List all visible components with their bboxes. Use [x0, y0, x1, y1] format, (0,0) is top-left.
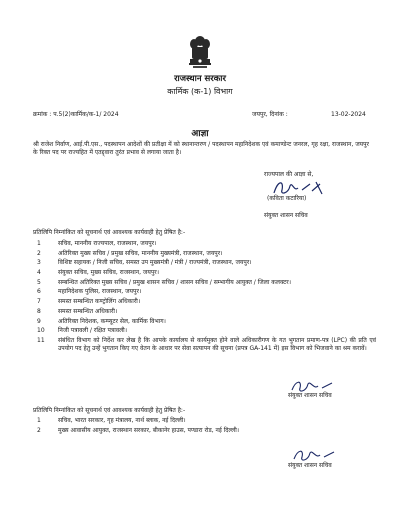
- government-name: राजस्थान सरकार: [174, 74, 226, 84]
- order-title: आज्ञा: [191, 129, 209, 139]
- copy-to-list: [33, 417, 373, 436]
- list-item: [33, 308, 373, 318]
- list-item: [33, 298, 373, 308]
- list-item-number: 8: [37, 307, 41, 315]
- list-item-text: संबंधित विभाग को निर्देश कर लेख है कि आपके कार्यालय से कार्यमुक्त होने वाले अधिकारीगण के गत भुगतान प्रमाण-पत्र (LPC) की प्रति एवं उपयोग पद हेतु उन्हें भुगतान किए गए वेतन के आधार पर सेवा सत्यापन की सूचना (प्रपत्र GA-141 में) इस विभाग को भिजवाने का श्रम करावें।: [58, 336, 376, 352]
- list-item-text: सचिव, माननीय राज्यपाल, राजस्थान, जयपुर।: [58, 240, 157, 247]
- list-item-text: अतिरिक्त निदेशक, कम्प्यूटर सेल, कार्मिक विभाग।: [58, 317, 166, 325]
- list-item: [33, 417, 373, 427]
- list-item-number: 4: [37, 269, 41, 277]
- signatory-name: (कविता कटारिया): [267, 195, 307, 202]
- list-item-number: 9: [37, 317, 41, 325]
- list-item: [33, 240, 373, 250]
- list-item: [33, 427, 373, 437]
- list-item-number: 11: [37, 336, 45, 344]
- list-item-number: 2: [37, 249, 41, 257]
- copy-to-list: [33, 240, 376, 355]
- list-item-text: समस्त सम्बन्धित कण्ट्रोलिंग अधिकारी।: [58, 298, 141, 306]
- list-item-text: सचिव, भारत सरकार, गृह मंत्रालय, नार्थ ब्लाक, नई दिल्ली।: [58, 417, 186, 424]
- order-date: 13-02-2024: [331, 111, 366, 118]
- reference-number: क्रमांक : प.5(2)कार्मिक/क-1/ 2024: [33, 111, 119, 118]
- copy-to-intro: प्रतिलिपि निम्नांकित को सूचनार्थ एवं आवश्यक कार्यवाही हेतु प्रेषित है:-: [33, 407, 186, 414]
- list-item: [33, 288, 373, 298]
- list-item-text: अतिरिक्त मुख्य सचिव / प्रमुख सचिव, माननीय मुख्यमंत्री, राजस्थान, जयपुर।: [58, 249, 223, 257]
- list-item-text: निजी पत्रावली / रक्षित पत्रावली।: [58, 327, 128, 335]
- department-name: कार्मिक (क-1) विभाग: [167, 87, 233, 96]
- list-item-number: 1: [37, 240, 41, 247]
- place-date-label: जयपुर, दिनांक :: [252, 111, 288, 118]
- signatory-designation: संयुक्त शासन सचिव: [288, 462, 332, 469]
- list-item-number: 10: [37, 327, 45, 335]
- list-item-number: 6: [37, 288, 41, 296]
- list-item-text: सम्बन्धित अतिरिक्त मुख्य सचिव / प्रमुख शासन सचिव / शासन सचिव / सम्भागीय आयुक्त / जिला कलक्टर।: [58, 278, 291, 286]
- list-item: [33, 250, 373, 260]
- list-item-number: 1: [37, 417, 41, 424]
- signatory-designation: संयुक्त शासन सचिव: [264, 212, 308, 219]
- signature-mark: [290, 447, 340, 463]
- list-item-text: महानिदेशक पुलिस, राजस्थान, जयपुर।: [58, 288, 142, 296]
- list-item: [33, 336, 376, 355]
- list-item: [33, 318, 373, 328]
- list-item: [33, 259, 373, 269]
- copy-to-intro: प्रतिलिपि निम्नांकित को सूचनार्थ एवं आवश्यक कार्यवाही हेतु प्रेषित है:-: [33, 229, 186, 236]
- list-item-text: मुख्य आवासीय आयुक्त, राजस्थान सरकार, बीकानेर हाउस, पण्डारा रोड, नई दिल्ली।: [58, 426, 240, 434]
- order-body: श्री राजेश निर्वाण, आई.पी.एस., पदस्थापन आदेशों की प्रतीक्षा में को स्थानान्तरण / पदस्थापन महानिदेशक एवं कमाण्डेन्ट जनरल, गृह रक्षा, राजस्थान, जयपुर के रिक्त पद पर राज्यहित में एतद्द्वारा तुरंत प्रभाव से लगाया जाता है।: [33, 141, 369, 156]
- list-item-text: विशिष्ट सहायक / निजी सचिव, समस्त उप मुख्यमंत्री / मंत्री / राज्यमंत्री, राजस्थान, जयपुर।: [58, 259, 252, 267]
- list-item-number: 2: [37, 426, 41, 434]
- list-item-text: समस्त सम्बन्धित अधिकारी।: [58, 307, 118, 315]
- list-item-number: 7: [37, 298, 41, 306]
- list-item-text: संयुक्त सचिव, मुख्य सचिव, राजस्थान, जयपुर।: [58, 269, 159, 277]
- list-item: [33, 269, 373, 279]
- signatory-designation: संयुक्त शासन सचिव: [288, 392, 332, 399]
- list-item: [33, 327, 373, 337]
- list-item: [33, 279, 373, 289]
- national-emblem-icon: [186, 34, 214, 70]
- by-order-of-governor: राज्यपाल की आज्ञा से,: [264, 171, 314, 178]
- list-item-number: 5: [37, 278, 41, 286]
- list-item-number: 3: [37, 259, 41, 267]
